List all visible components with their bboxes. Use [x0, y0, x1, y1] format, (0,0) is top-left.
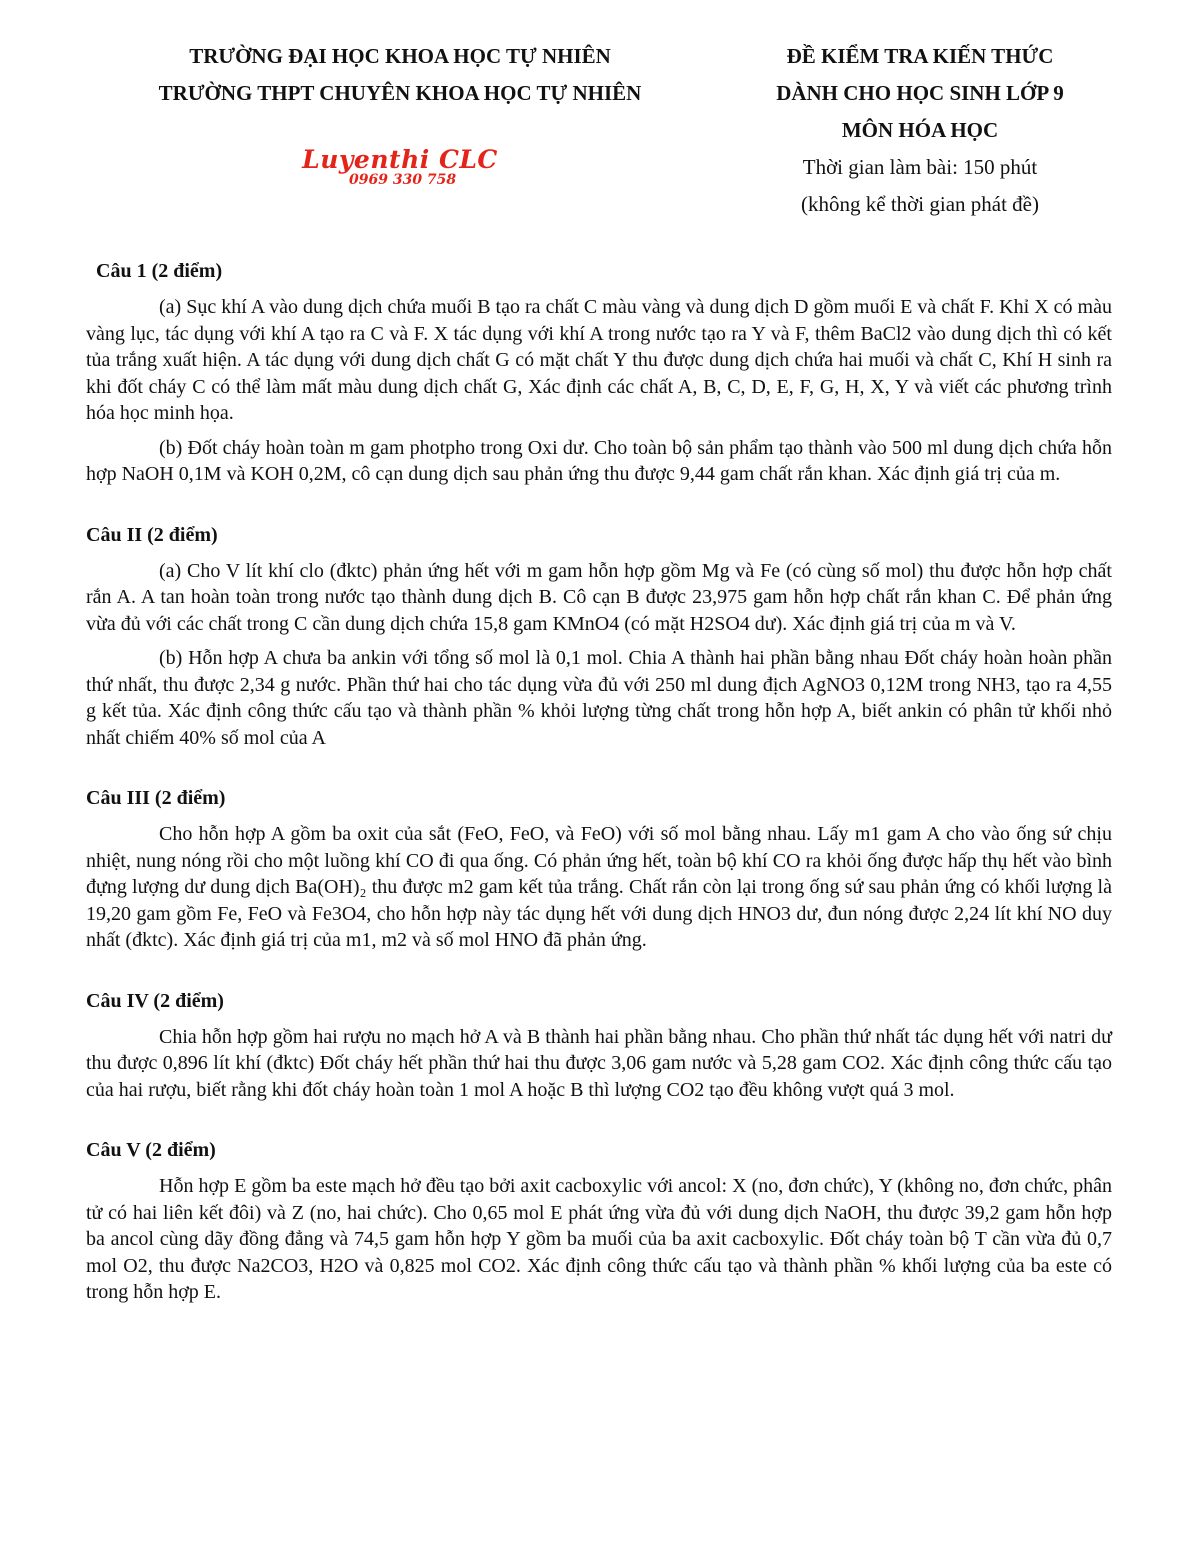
question-paragraph: (a) Sục khí A vào dung dịch chứa muối B tạo ra chất C màu vàng và dung dịch D gồm muối E và chất F. Khỉ X có màu vàng lục, tác dụng với khí A tạo ra C và F. X tác dụng với khí A trong nước tạo ra Y và F, thêm BaCl2 vào dung dịch thì có kết tủa trắng xuất hiện. A tác dụng với dung dịch chất G có mặt chất Y thu được dung dịch chứa hai muối và chất C, Khí H sinh ra khi đốt cháy C có thể làm mất màu dung dịch chất G, Xác định các chất A, B, C, D, E, F, G, H, X, Y và viết các phương trình hóa học minh họa.: [86, 296, 1112, 424]
question-2: [86, 522, 1112, 752]
question-title: Câu V (2 điểm): [86, 1139, 216, 1161]
exam-duration: Thời gian làm bài: 150 phút: [802, 155, 1038, 179]
exam-audience: DÀNH CHO HỌC SINH LỚP 9: [776, 81, 1064, 105]
question-4: [86, 988, 1112, 1104]
question-title: Câu 1 (2 điểm): [96, 260, 223, 282]
logo-name: Luyenthi CLC: [302, 145, 498, 174]
questions-list: [86, 258, 1112, 1340]
luyenthi-logo: [285, 146, 515, 192]
exam-title: ĐỀ KIỂM TRA KIẾN THỨC: [786, 44, 1054, 68]
question-paragraph: Cho hỗn hợp A gồm ba oxit của sắt (FeO, FeO, và FeO) với số mol bằng nhau. Lấy m1 gam A cho vào ống sứ chịu nhiệt, nung nóng rồi cho một luồng khí CO đi qua ống. Có phản ứng hết, toàn bộ khí CO ra khỏi ống được hấp thụ hết vào bình đựng lượng dư dung dịch Ba(OH)₂ thu được m2 gam kết tủa trắng. Chất rắn còn lại trong ống sứ sau phản ứng có khối lượng là 19,20 gam gồm Fe, FeO và Fe3O4, cho hỗn hợp này tác dụng hết với dung dịch HNO3 dư, đun nóng được 2,24 lít khí NO duy nhất (đktc). Xác định giá trị của m1, m2 và số mol HNO đã phản ứng.: [86, 823, 1112, 951]
exam-subject: MÔN HÓA HỌC: [841, 118, 999, 142]
question-paragraph: (a) Cho V lít khí clo (đktc) phản ứng hết với m gam hỗn hợp gồm Mg và Fe (có cùng số mol) thu được hỗn hợp chất rắn A. A tan hoàn toàn trong nước tạo thành dung dịch B. Cô cạn B được 23,975 gam hỗn hợp chất rắn khan C. Để phản ứng vừa đủ với các chất trong C cần dung dịch chứa 15,8 gam KMnO4 (có mặt H2SO4 dư). Xác định giá trị của m và V.: [86, 559, 1112, 635]
exam-header: [760, 38, 1080, 223]
question-1: [86, 258, 1112, 488]
school-header: [100, 38, 700, 112]
question-title: Câu II (2 điểm): [86, 523, 218, 546]
question-title: Câu IV (2 điểm): [86, 989, 224, 1012]
university-name: TRƯỜNG ĐẠI HỌC KHOA HỌC TỰ NHIÊN: [189, 44, 611, 68]
school-name: TRƯỜNG THPT CHUYÊN KHOA HỌC TỰ NHIÊN: [158, 81, 642, 105]
question-paragraph: (b) Hỗn hợp A chưa ba ankin với tổng số mol là 0,1 mol. Chia A thành hai phần bằng nhau Đốt cháy hoàn hoàn phần thứ nhất, thu được 2,34 g nước. Phần thứ hai cho tác dụng vừa đủ với 250 ml dung địch AgNO3 0,12M trong NH3, tạo ra 4,55 g kết tủa. Xác định công thức cấu tạo và thành phần % khỏi lượng từng chất trong hỗn hợp A, biết ankin có phân tử khối nhỏ nhất chiếm 40% số mol của A: [86, 647, 1112, 749]
question-paragraph: Hỗn hợp E gồm ba este mạch hở đều tạo bởi axit cacboxylic với ancol: X (no, đơn chức), Y (không no, đơn chức, phân tử có hai liên kết đôi) và Z (no, hai chức). Cho 0,65 mol E phát ứng vừa đủ với dung dịch NaOH, thu được 39,2 gam hỗn hợp ba ancol cùng dãy đồng đẳng và 74,5 gam hỗn hợp Y gồm ba muối của ba axit cacboxylic. Đốt cháy toàn bộ T cần vừa đủ 0,7 mol O2, thu được Na2CO3, H2O và 0,825 mol CO2. Xác định công thức cấu tạo và thành phần % khối lượng của ba este có trong hỗn hợp E.: [86, 1175, 1112, 1303]
question-paragraph: Chia hỗn hợp gồm hai rượu no mạch hở A và B thành hai phần bằng nhau. Cho phần thứ nhất tác dụng hết với natri dư thu được 0,896 lít khí (đktc) Đốt cháy hết phần thứ hai thu được 3,06 gam nước và 5,28 gam CO2. Xác định công thức cấu tạo của hai rượu, biết rằng khi đốt cháy hoàn toàn 1 mol A hoặc B thì lượng CO2 tạo đều không vượt quá 3 mol.: [86, 1025, 1112, 1101]
question-paragraph: (b) Đốt cháy hoàn toàn m gam photpho trong Oxi dư. Cho toàn bộ sản phẩm tạo thành vào 500 ml dung dịch chứa hỗn hợp NaOH 0,1M và KOH 0,2M, cô cạn dung dịch sau phản ứng thu được 9,44 gam chất rắn khan. Xác định giá trị của m.: [86, 436, 1112, 485]
question-title: Câu III (2 điểm): [86, 787, 226, 809]
logo-phone: 0969 330 758: [349, 172, 457, 188]
question-5: [86, 1137, 1112, 1306]
exam-duration-note: (không kể thời gian phát đề): [801, 192, 1039, 216]
question-3: [86, 785, 1112, 954]
